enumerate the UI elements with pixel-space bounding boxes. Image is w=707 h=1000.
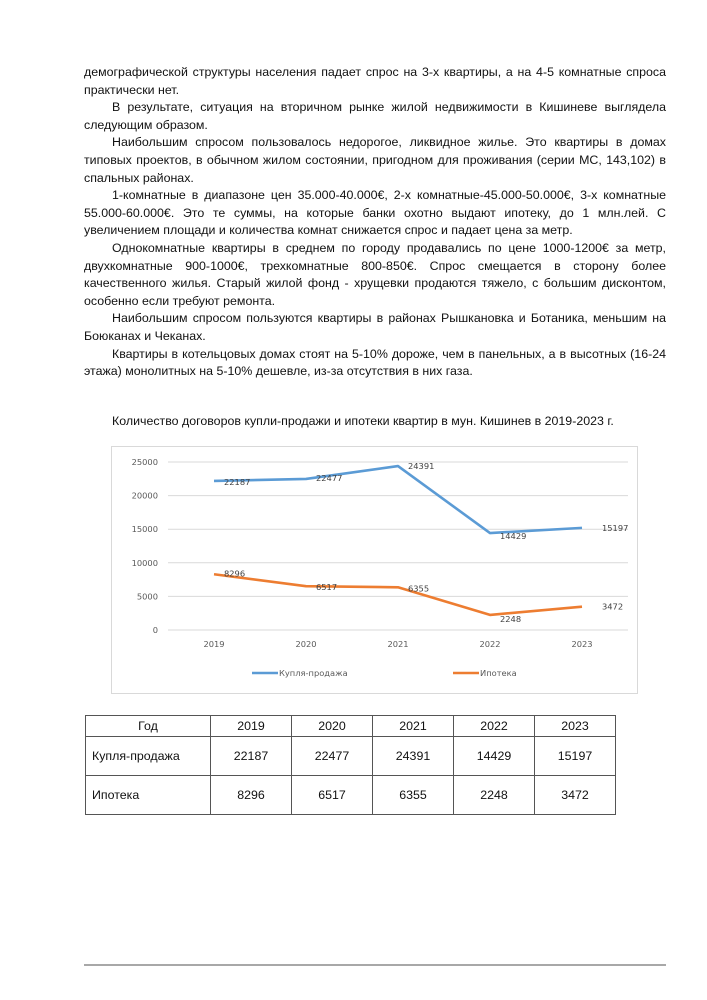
series-line: [214, 574, 582, 615]
table-cell: 3472: [535, 776, 616, 815]
paragraph: Наибольшим спросом пользовалось недорогое, ликвидное жилье. Это квартиры в домах типовых проектов, в обычном жилом состоянии, пригодном для проживания (серии МС, 143,102) в спальных районах.: [84, 135, 666, 185]
line-chart: [111, 446, 638, 694]
table-cell: 6355: [373, 776, 454, 815]
x-tick-label: 2023: [571, 639, 593, 649]
x-tick-label: 2021: [387, 639, 409, 649]
series-lines: [214, 466, 582, 615]
footer-divider: [84, 964, 666, 966]
table-cell: Ипотека: [86, 776, 211, 815]
table-cell: 2021: [373, 716, 454, 737]
data-label: 22187: [224, 476, 251, 487]
chart-title: Количество договоров купли-продажи и ипотеки квартир в мун. Кишинев в 2019-2023 г.: [112, 414, 614, 428]
table-row: [86, 737, 616, 776]
table-cell: 15197: [535, 737, 616, 776]
data-label: 14429: [500, 531, 527, 542]
chart-plot: [112, 447, 639, 695]
data-label: 6355: [408, 583, 430, 594]
y-tick-label: 10000: [131, 557, 158, 568]
table-cell: 2020: [292, 716, 373, 737]
table-cell: 8296: [211, 776, 292, 815]
paragraph: Наибольшим спросом пользуются квартиры в районах Рышкановка и Ботаника, меньшим на Боюканах и Чеканах.: [84, 311, 666, 343]
x-tick-label: 2019: [203, 639, 225, 649]
data-label: 22477: [316, 472, 343, 483]
paragraph: демографической структуры населения падает спрос на 3-х квартиры, а на 4-5 комнатные спроса практически нет.: [84, 65, 666, 97]
y-tick-label: 5000: [136, 591, 158, 602]
series-line: [214, 466, 582, 533]
paragraph: В результате, ситуация на вторичном рынке жилой недвижимости в Кишиневе выглядела следующим образом.: [84, 100, 666, 132]
x-axis-ticks: [203, 639, 592, 649]
table-row: [86, 776, 616, 815]
paragraph: Квартиры в котельцовых домах стоят на 5-10% дороже, чем в панельных, а в высотных (16-24 этажа) монолитных на 5-10% дешевле, из-за отсутствия в них газа.: [84, 346, 666, 379]
legend: [252, 668, 517, 678]
data-label: 15197: [602, 522, 629, 533]
table-cell: 22477: [292, 737, 373, 776]
data-label: 24391: [408, 461, 435, 472]
table-cell: 24391: [373, 737, 454, 776]
data-label: 2248: [500, 613, 522, 624]
paragraph: 1-комнатные в диапазоне цен 35.000-40.000€, 2-х комнатные-45.000-50.000€, 3-х комнатные 55.000-60.000€. Это те суммы, на которые банки охотно выдают ипотеку, до 1 млн.лей. С увеличением площади и количества комнат снижается спрос и падает цена за метр.: [84, 188, 666, 238]
data-table: [85, 715, 616, 815]
y-tick-label: 15000: [131, 524, 158, 535]
table-cell: Год: [86, 716, 211, 737]
table-cell: 22187: [211, 737, 292, 776]
data-label: 3472: [602, 601, 624, 612]
table-cell: 2023: [535, 716, 616, 737]
y-tick-label: 20000: [131, 490, 158, 501]
table-cell: 2248: [454, 776, 535, 815]
body-text: [84, 64, 666, 381]
paragraph: Однокомнатные квартиры в среднем по городу продавались по цене 1000-1200€ за метр, двухкомнатные 900-1000€, трехкомнатные 800-850€. Спрос смещается в сторону более качественного жилья. Старый жилой фонд - хрущевки продаются тяжело, с большим дисконтом, особенно если требуют ремонта.: [84, 240, 666, 308]
y-tick-label: 25000: [131, 457, 158, 467]
data-label: 8296: [224, 568, 246, 579]
table-cell: Купля-продажа: [86, 737, 211, 776]
legend-label-mortgage: Ипотека: [480, 668, 517, 678]
table-cell: 6517: [292, 776, 373, 815]
data-label: 6517: [316, 582, 338, 593]
table-cell: 2019: [211, 716, 292, 737]
table-cell: 14429: [454, 737, 535, 776]
gridlines: [168, 462, 628, 630]
y-tick-label: 0: [152, 625, 158, 635]
legend-label-sales: Купля-продажа: [279, 668, 348, 678]
table-cell: 2022: [454, 716, 535, 737]
x-tick-label: 2022: [479, 639, 501, 649]
y-axis-ticks: [132, 457, 158, 635]
x-tick-label: 2020: [295, 639, 317, 649]
table-header-row: [86, 716, 616, 737]
